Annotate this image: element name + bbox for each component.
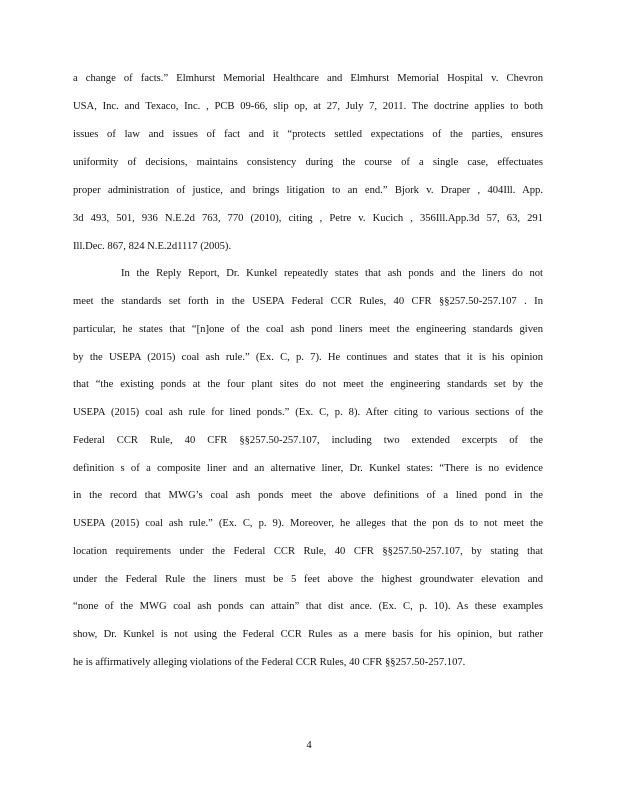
text-line: particular, he states that “[n]one of the coal ash pond liners meet the engineering standards given [73, 324, 543, 335]
text-line: uniformity of decisions, maintains consistency during the course of a single case, effectuates [73, 157, 543, 168]
text-line: under the Federal Rule the liners must be 5 feet above the highest groundwater elevation and [73, 574, 543, 585]
text-line: meet the standards set forth in the USEPA Federal CCR Rules, 40 CFR §§257.50-257.107 . In [73, 296, 543, 307]
text-line: proper administration of justice, and brings litigation to an end.” Bjork v. Draper , 404Ill. App. [73, 185, 543, 196]
text-line: USEPA (2015) coal ash rule.” (Ex. C, p. 9). Moreover, he alleges that the pon ds to not meet the [73, 518, 543, 529]
text-line: USEPA (2015) coal ash rule for lined ponds.” (Ex. C, p. 8). After citing to various sections of the [73, 407, 543, 418]
text-line: “none of the MWG coal ash ponds can attain” that dist ance. (Ex. C, p. 10). As these examples [73, 601, 543, 612]
text-line: definition s of a composite liner and an alternative liner, Dr. Kunkel states: “There is no evidence [73, 463, 543, 474]
page-number: 4 [306, 740, 312, 751]
text-line: Federal CCR Rule, 40 CFR §§257.50-257.107, including two extended excerpts of the [73, 435, 543, 446]
text-line: a change of facts.” Elmhurst Memorial Healthcare and Elmhurst Memorial Hospital v. Chevron [73, 73, 543, 84]
text-line: he is affirmatively alleging violations of the Federal CCR Rules, 40 CFR §§257.50-257.107. [73, 657, 466, 668]
text-line: in the record that MWG’s coal ash ponds meet the above definitions of a lined pond in the [73, 490, 543, 501]
text-line: by the USEPA (2015) coal ash rule.” (Ex. C, p. 7). He continues and states that it is his opinion [73, 352, 543, 363]
text-line: that “the existing ponds at the four plant sites do not meet the engineering standards set by the [73, 379, 543, 390]
paragraph-first-line: In the Reply Report, Dr. Kunkel repeatedly states that ash ponds and the liners do not [121, 268, 543, 279]
text-line: issues of law and issues of fact and it “protects settled expectations of the parties, ensures [73, 129, 543, 140]
text-line: USA, Inc. and Texaco, Inc. , PCB 09-66, slip op, at 27, July 7, 2011. The doctrine applies to both [73, 101, 543, 112]
text-line: show, Dr. Kunkel is not using the Federal CCR Rules as a mere basis for his opinion, but rather [73, 629, 543, 640]
text-line: 3d 493, 501, 936 N.E.2d 763, 770 (2010), citing , Petre v. Kucich , 356Ill.App.3d 57, 63, 291 [73, 213, 543, 224]
text-line: location requirements under the Federal CCR Rule, 40 CFR §§257.50-257.107, by stating that [73, 546, 543, 557]
text-line: Ill.Dec. 867, 824 N.E.2d1117 (2005). [73, 241, 232, 252]
